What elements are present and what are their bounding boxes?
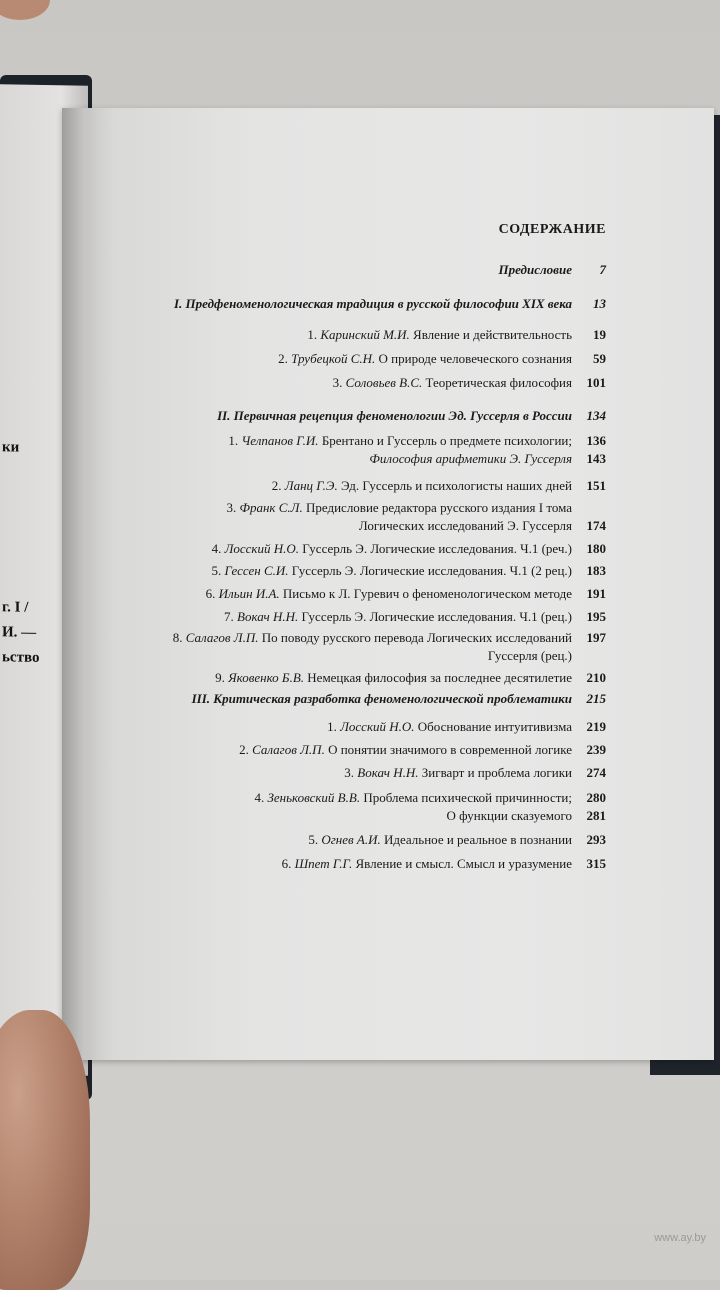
toc-entry-title: Идеальное и реальное в познании bbox=[383, 832, 572, 847]
toc-entry-text bbox=[499, 262, 573, 278]
toc-entry-number: 1. bbox=[327, 719, 341, 734]
toc-entry-author: Гессен С.И. bbox=[224, 563, 292, 578]
toc-entry-text bbox=[217, 408, 572, 424]
toc-entry-page: 136 bbox=[586, 433, 606, 448]
toc-entry-text bbox=[174, 296, 572, 312]
toc-entry-page: 315 bbox=[586, 856, 606, 871]
toc-entry-page: 143 bbox=[586, 451, 606, 466]
toc-entry-page: 195 bbox=[586, 609, 606, 624]
toc-entry bbox=[369, 451, 606, 467]
toc-entry-author: Каринский М.И. bbox=[320, 327, 414, 342]
toc-entry-title: Явление и действительность bbox=[413, 327, 572, 342]
toc-entry-author: Франк С.Л. bbox=[239, 500, 306, 515]
toc-entry bbox=[224, 609, 606, 625]
toc-entry-author: Салагов Л.П. bbox=[185, 630, 262, 645]
toc-section bbox=[192, 691, 606, 707]
toc-section bbox=[174, 296, 606, 312]
toc-entry-page: 274 bbox=[586, 765, 606, 780]
toc-entry-title: Немецкая философия за последнее десятилетие bbox=[307, 670, 572, 685]
toc-entry-text bbox=[224, 609, 572, 625]
toc-entry-title: Гуссерль Э. Логические исследования. Ч.1 (2 рец.) bbox=[291, 563, 572, 578]
toc-entry bbox=[333, 375, 606, 391]
toc-section bbox=[499, 262, 607, 278]
toc-entry-number: 2. bbox=[239, 742, 253, 757]
toc-entry bbox=[488, 648, 606, 664]
toc-entry-title: Явление и смысл. Смысл и уразумение bbox=[355, 856, 572, 871]
left-page-fragment: И. — bbox=[2, 624, 37, 641]
toc-entry-title: Обоснование интуитивизма bbox=[417, 719, 572, 734]
toc-entry-number: 3. bbox=[332, 375, 346, 390]
toc-entry-title: Предисловие bbox=[498, 262, 572, 277]
toc-entry bbox=[228, 433, 606, 449]
toc-entry-author: Ланц Г.Э. bbox=[284, 478, 341, 493]
toc-entry-title: Эд. Гуссерль и психологисты наших дней bbox=[340, 478, 572, 493]
toc-entry-author: Салагов Л.П. bbox=[252, 742, 329, 757]
toc-entry-page: 219 bbox=[586, 719, 606, 734]
toc-entry-text bbox=[206, 586, 572, 602]
toc-entry-page: 215 bbox=[586, 691, 606, 706]
toc-entry-page: 101 bbox=[586, 375, 606, 390]
toc-entry bbox=[272, 478, 606, 494]
toc-entry-page: 59 bbox=[593, 351, 606, 366]
toc-entry-author: Вокач Н.Н. bbox=[237, 609, 302, 624]
toc-entry bbox=[227, 500, 606, 516]
toc-entry-title: Зигварт и проблема логики bbox=[421, 765, 572, 780]
toc-entry-text bbox=[254, 790, 572, 806]
toc-entry-title: II. Первичная рецепция феноменологии Эд. Гуссерля в России bbox=[217, 408, 572, 423]
toc-entry-title: О функции сказуемого bbox=[446, 808, 572, 823]
toc-entry-number: 1. bbox=[228, 433, 242, 448]
toc-entry-text bbox=[228, 433, 572, 449]
toc-entry bbox=[344, 765, 606, 781]
toc-entry-text bbox=[447, 808, 573, 824]
toc-entry-text bbox=[278, 351, 572, 367]
toc-entry bbox=[254, 790, 606, 806]
toc-entry-number: 6. bbox=[281, 856, 295, 871]
toc-entry-text bbox=[359, 518, 572, 534]
toc-entry-number: 2. bbox=[271, 478, 285, 493]
toc-entry-text bbox=[308, 832, 572, 848]
toc-entry-title: О понятии значимого в современной логике bbox=[328, 742, 572, 757]
toc-entry-title: Гуссерль Э. Логические исследования. Ч.1 (рец.) bbox=[301, 609, 572, 624]
toc-entry-number: 1. bbox=[307, 327, 321, 342]
toc-entry-number: 3. bbox=[344, 765, 358, 780]
toc-entry-number: 7. bbox=[224, 609, 238, 624]
toc-entry-title: Логических исследований Э. Гуссерля bbox=[358, 518, 572, 533]
toc-entry-title: Письмо к Л. Гуревич о феноменологическом методе bbox=[282, 586, 572, 601]
toc-entry-number: 6. bbox=[205, 586, 219, 601]
toc-entry-title: Философия арифметики Э. Гуссерля bbox=[369, 451, 572, 466]
toc-entry-text bbox=[282, 856, 572, 872]
toc-entry-text bbox=[227, 500, 572, 516]
toc-entry-title: Брентано и Гуссерль о предмете психологии; bbox=[321, 433, 572, 448]
toc-entry-page: 191 bbox=[586, 586, 606, 601]
toc-entry bbox=[359, 518, 606, 534]
toc-entry-page: 197 bbox=[586, 630, 606, 645]
left-page-fragment: ьство bbox=[2, 649, 40, 666]
toc-entry-title: III. Критическая разработка феноменологической проблематики bbox=[191, 691, 572, 706]
toc-entry-title: Гуссерля (рец.) bbox=[487, 648, 572, 663]
toc-entry-text bbox=[307, 327, 572, 343]
toc-entry bbox=[447, 808, 607, 824]
toc-entry-author: Лосский Н.О. bbox=[224, 541, 303, 556]
toc-entry-author: Яковенко Б.В. bbox=[228, 670, 308, 685]
toc-entry-number: 8. bbox=[172, 630, 186, 645]
toc-entry-page: 134 bbox=[586, 408, 606, 423]
toc-entry-author: Ильин И.А. bbox=[218, 586, 283, 601]
toc-entry-text bbox=[173, 630, 572, 646]
toc-entry-author: Огнев А.И. bbox=[321, 832, 384, 847]
toc-entry bbox=[215, 670, 606, 686]
toc-entry-text bbox=[239, 742, 572, 758]
toc-entry-text bbox=[344, 765, 572, 781]
toc-entry-page: 180 bbox=[586, 541, 606, 556]
toc-entry-text bbox=[369, 451, 572, 467]
watermark: www.ay.by bbox=[654, 1232, 706, 1244]
toc-entry-page: 183 bbox=[586, 563, 606, 578]
toc-entry-text bbox=[327, 719, 572, 735]
toc-entry-text bbox=[215, 670, 572, 686]
toc-entry bbox=[308, 832, 606, 848]
toc-entry bbox=[239, 742, 606, 758]
toc-entry-number: 2. bbox=[278, 351, 292, 366]
toc-entry-page: 293 bbox=[586, 832, 606, 847]
toc-entry-page: 174 bbox=[586, 518, 606, 533]
toc-entry-author: Челпанов Г.И. bbox=[241, 433, 322, 448]
toc-entry-page: 239 bbox=[586, 742, 606, 757]
toc-entry-page: 281 bbox=[586, 808, 606, 823]
toc-entry-title: Проблема психической причинности; bbox=[363, 790, 572, 805]
toc-entry bbox=[282, 856, 606, 872]
toc-entry-title: О природе человеческого сознания bbox=[378, 351, 572, 366]
toc-entry-page: 210 bbox=[586, 670, 606, 685]
toc-entry-number: 3. bbox=[226, 500, 240, 515]
toc-entry-author: Шпет Г.Г. bbox=[294, 856, 356, 871]
toc-entry bbox=[212, 563, 606, 579]
toc-entry-author: Вокач Н.Н. bbox=[357, 765, 422, 780]
toc-entry-text bbox=[192, 691, 572, 707]
toc-entry-number: 5. bbox=[211, 563, 225, 578]
toc-entry-title: I. Предфеноменологическая традиция в русской философии XIX века bbox=[173, 296, 572, 311]
toc-entry-text bbox=[333, 375, 572, 391]
toc-entry-number: 5. bbox=[308, 832, 322, 847]
toc-entry bbox=[278, 351, 606, 367]
toc-title: СОДЕРЖАНИЕ bbox=[498, 222, 606, 237]
toc-entry-number: 4. bbox=[254, 790, 268, 805]
toc-entry-author: Соловьев В.С. bbox=[345, 375, 426, 390]
left-page-fragment: г. I / bbox=[2, 599, 29, 616]
toc-entry-page: 7 bbox=[599, 262, 606, 277]
toc-entry-number: 4. bbox=[211, 541, 225, 556]
toc-entry-text bbox=[488, 648, 572, 664]
toc-entry-page: 280 bbox=[586, 790, 606, 805]
toc-entry bbox=[173, 630, 606, 646]
toc-entry-title: Гуссерль Э. Логические исследования. Ч.1 (реч.) bbox=[302, 541, 572, 556]
toc-entry-author: Зеньковский В.В. bbox=[267, 790, 364, 805]
toc-section bbox=[217, 408, 606, 424]
toc-entry bbox=[307, 327, 606, 343]
toc-entry-text bbox=[212, 563, 572, 579]
toc-entry bbox=[327, 719, 606, 735]
toc-entry bbox=[206, 586, 606, 602]
toc-entry-author: Лосский Н.О. bbox=[340, 719, 418, 734]
toc-entry-title: По поводу русского перевода Логических исследований bbox=[261, 630, 572, 645]
toc-entry-text bbox=[212, 541, 572, 557]
toc-entry-page: 151 bbox=[586, 478, 606, 493]
toc-entry-title: Предисловие редактора русского издания I тома bbox=[305, 500, 572, 515]
hand bbox=[0, 1010, 90, 1290]
toc-entry-text bbox=[272, 478, 572, 494]
toc-entry-page: 19 bbox=[593, 327, 606, 342]
toc-entry-author: Трубецкой С.Н. bbox=[291, 351, 379, 366]
toc-entry bbox=[212, 541, 606, 557]
toc-entry-title: Теоретическая философия bbox=[425, 375, 572, 390]
toc-entry-number: 9. bbox=[215, 670, 229, 685]
toc-entry-page: 13 bbox=[593, 296, 606, 311]
left-page-fragment: ки bbox=[2, 439, 20, 456]
